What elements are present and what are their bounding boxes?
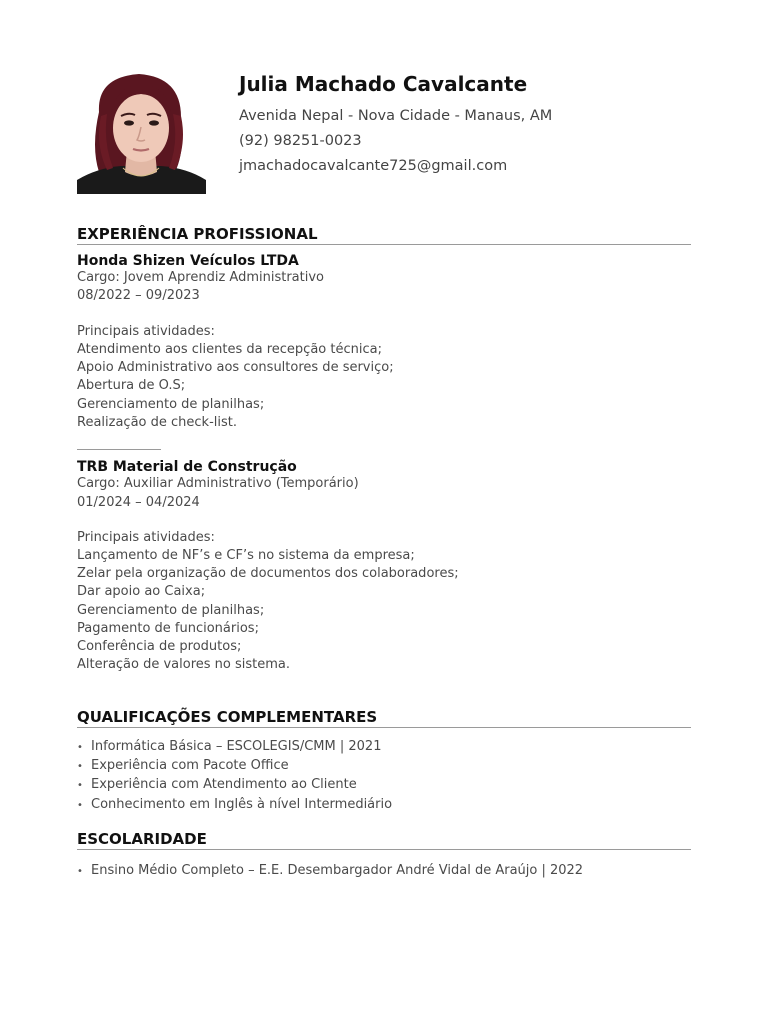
job-activities-list	[77, 547, 459, 674]
candidate-name: Julia Machado Cavalcante	[239, 72, 528, 96]
list-item: Abertura de O.S;	[77, 378, 186, 394]
job-role: Cargo: Jovem Aprendiz Administrativo	[77, 270, 324, 285]
list-item: Pagamento de funcionários;	[77, 620, 259, 636]
job-company: TRB Material de Construção	[77, 459, 297, 475]
education-section-title: ESCOLARIDADE	[77, 829, 691, 850]
list-item: Atendimento aos clientes da recepção técnica;	[77, 342, 382, 357]
list-item: Gerenciamento de planilhas;	[77, 396, 265, 412]
job-activities-list	[77, 341, 394, 432]
profile-photo	[77, 72, 206, 194]
list-item: • Informática Básica – ESCOLEGIS/CMM | 2021	[77, 738, 392, 757]
list-item: Lançamento de NF’s e CF’s no sistema da empresa;	[77, 548, 415, 563]
list-item: Apoio Administrativo aos consultores de serviço;	[77, 360, 394, 376]
job-period: 01/2024 – 04/2024	[77, 495, 200, 510]
bullet-icon: •	[77, 866, 83, 877]
qualifications-section-title: QUALIFICAÇÕES COMPLEMENTARES	[77, 707, 691, 728]
bullet-icon: •	[77, 761, 83, 773]
list-item: Realização de check-list.	[77, 414, 237, 430]
list-item: • Ensino Médio Completo – E.E. Desembargador André Vidal de Araújo | 2022	[77, 862, 583, 881]
list-item: Alteração de valores no sistema.	[77, 657, 291, 673]
job-activities-label: Principais atividades:	[77, 324, 215, 339]
job-activities-label: Principais atividades:	[77, 530, 215, 545]
list-item: • Experiência com Atendimento ao Cliente	[77, 776, 392, 795]
list-item: Gerenciamento de planilhas;	[77, 602, 265, 618]
job-divider	[77, 449, 161, 450]
list-item: • Experiência com Pacote Office	[77, 757, 392, 776]
phone-text: (92) 98251-0023	[239, 133, 362, 149]
bullet-icon: •	[77, 799, 83, 811]
job-company: Honda Shizen Veículos LTDA	[77, 253, 299, 269]
job-role: Cargo: Auxiliar Administrativo (Temporário)	[77, 476, 359, 491]
email-text: jmachadocavalcante725@gmail.com	[239, 158, 508, 174]
experience-section-title: EXPERIÊNCIA PROFISSIONAL	[77, 224, 691, 245]
job-period: 08/2022 – 09/2023	[77, 288, 200, 303]
bullet-icon: •	[77, 742, 83, 753]
list-item: Zelar pela organização de documentos dos colaboradores;	[77, 566, 459, 582]
qualifications-list	[77, 738, 392, 815]
bullet-icon: •	[77, 780, 83, 792]
list-item: • Conhecimento em Inglês à nível Intermediário	[77, 796, 392, 815]
list-item: Dar apoio ao Caixa;	[77, 584, 206, 600]
list-item: Conferência de produtos;	[77, 639, 242, 655]
education-list	[77, 862, 583, 881]
address-text: Avenida Nepal - Nova Cidade - Manaus, AM	[239, 108, 553, 124]
portrait-image	[77, 72, 206, 194]
